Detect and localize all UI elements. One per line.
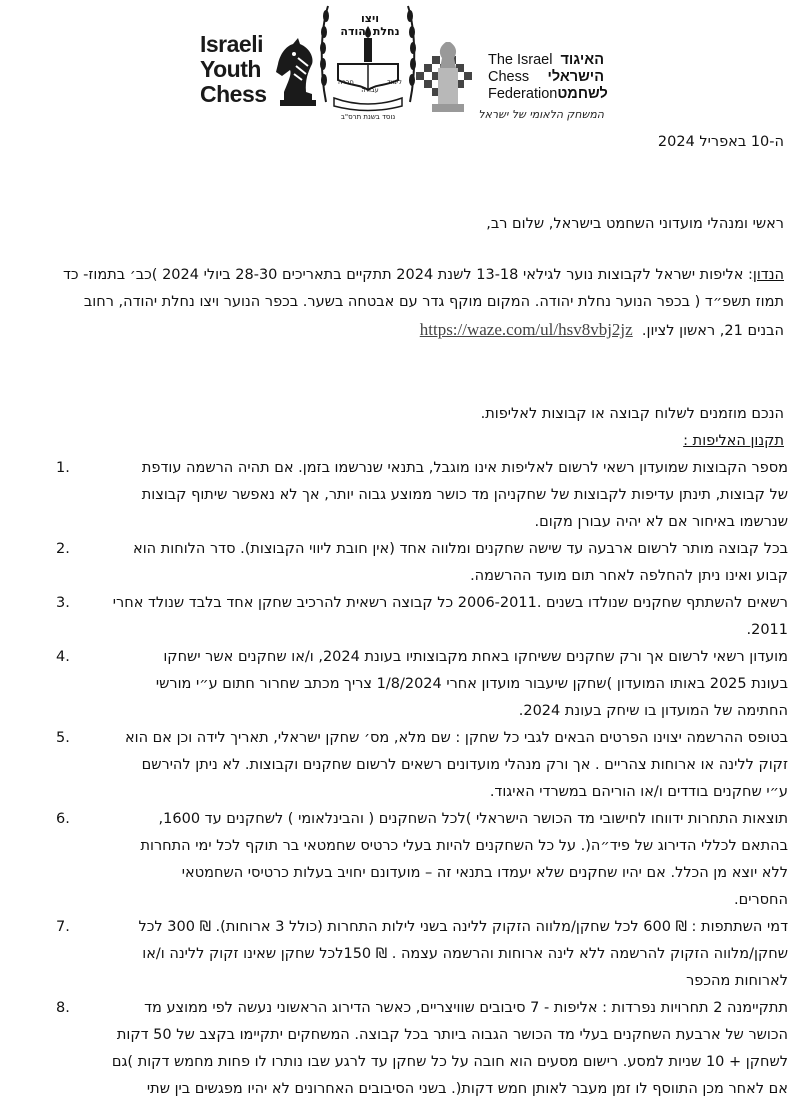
rule-text: [86, 590, 788, 644]
rules-list: [48, 455, 788, 1103]
rule-number: 3.: [56, 595, 70, 611]
rule-line: בעונת 2025 באותו המועדון )שחקן שיעבור מועדון אחרי 1/8/2024 צריך מכתב שחרור חתום ע״י מורשי: [155, 676, 788, 692]
emblem-title-line: ויצו: [361, 12, 379, 25]
rule-text: [86, 536, 788, 590]
rule-text: [86, 725, 788, 806]
emblem-book-word: עבודה: [361, 86, 379, 94]
federation-row: [488, 52, 604, 69]
waze-link[interactable]: https://waze.com/ul/hsv8vbj2jz: [419, 320, 633, 339]
rule-number: 2.: [56, 541, 70, 557]
federation-he: הישראלי: [547, 69, 604, 85]
rule-line: שחקן/מלווה הזקוק להרשמה ללא לינה ארוחות והרשמה עצמה . ₪ 150לכל שחקן שאינו זקוק ללינה ו/או: [142, 946, 788, 962]
rule-line: לארוחות מהכפר: [686, 973, 788, 989]
rule-line: תוצאות התחרות ידווחו לחישובי מד הכושר הישראלי )לכל השחקנים ( והבינלאומי ) לשחקנים עד 1600,: [158, 811, 788, 827]
rule-text: [86, 644, 788, 725]
subject-line: : אליפות ישראל לקבוצות נוער לגילאי 13-18 לשנת 2024 תתקיים בתאריכים 28-30 ביולי 2024 )כב׳ בתמוז- כד: [62, 267, 753, 283]
emblem-title: [340, 12, 400, 38]
rule-line: לשחקן + 10 שניות למסע. רישום מסעים הוא חובה על כל שחקן עד לרגע שבו נותרו לו פחות מחמש דקות )גם: [111, 1054, 788, 1070]
rule-item: [48, 536, 788, 590]
federation-en: Federation: [488, 86, 558, 102]
rule-item: [48, 644, 788, 725]
rule-text: [86, 914, 788, 995]
federation-row: [488, 86, 608, 103]
rule-line: בהתאם לכללי הדירוג של פיד״ה(. על כל השחקנים להיות בעלי כרטיס שחמטאי בר תוקף לכל ימי התחרות: [140, 838, 788, 854]
rule-line: החסרים.: [733, 892, 788, 908]
rule-line: זקוק ללינה או ארוחות צהריים . אך ורק מנהלי מועדונים רשאים לרשום שחקנים וקבוצות. לא ניתן להירשם: [141, 757, 788, 773]
chess-knight-icon: [272, 36, 318, 108]
rule-line: ללא יוצא מן הכלל. אם יהיו שחקנים שלא יעמדו בתנאי זה – מועדונם יחויב בעלות כרטיסי השחמטאי: [181, 865, 788, 881]
rule-line: מועדון רשאי לרשום אך ורק שחקנים ששיחקו באחת מקבוצותיו בעונת 2024, ו/או שחקנים אשר ישחקו: [163, 649, 788, 665]
rule-item: [48, 725, 788, 806]
emblem-founded: נוסד בשנת תרס"ב: [340, 113, 396, 121]
rule-text: [86, 455, 788, 536]
iyc-logo-line: Chess: [200, 81, 267, 107]
federation-tagline: המשחק הלאומי של ישראל: [478, 108, 604, 121]
rule-line: הכושר של ארבעת השחקנים בעלי מד הכושר הגבוה ביותר בכל קבוצה. המשחקים יתקיימו בקצב של 50 דקות: [116, 1027, 788, 1043]
rule-item: [48, 590, 788, 644]
federation-en: Chess: [488, 69, 530, 85]
subject-line: הבנים 21, ראשון לציון.: [641, 323, 784, 339]
emblem-title-line: נחלת יהודה: [340, 25, 400, 38]
subject-line: תמוז תשפ״ד ( בכפר הנוער נחלת יהודה. המקום מוקף גדר עם אבטחה בשער. בכפר הנוער ויצו נחלת יהודה, רחוב: [83, 294, 784, 310]
federation-row: [488, 69, 604, 86]
rule-text: [86, 995, 788, 1103]
rule-text: [86, 806, 788, 914]
rule-line: תתקיימנה 2 תחרויות נפרדות : אליפות - 7 סיבובים שוויצריים, כאשר הדירוג הראשוני נעשה לפי ממוצע מד: [144, 1000, 788, 1016]
rule-item: [48, 806, 788, 914]
rule-line: בטופס ההרשמה יצוינו הפרטים הבאים לגבי כל שחקן : שם מלא, מס׳ שחקן ישראלי, תאריך לידה וכן אם הוא: [124, 730, 788, 746]
rule-number: 8.: [56, 1000, 70, 1016]
rule-line: בכל קבוצה מותר לרשום ארבעה עד שישה שחקנים ומלווה אחד (אין חובת ליווי הקבוצות). סדר הלוחות הוא: [133, 541, 788, 557]
federation-en: The Israel: [488, 52, 553, 68]
rule-item: [48, 455, 788, 536]
rule-number: 5.: [56, 730, 70, 746]
rule-line: החתימה של המועדון בו שיחק בעונת 2024.: [518, 703, 788, 719]
iyc-logo-line: Israeli: [200, 31, 263, 57]
rule-item: [48, 914, 788, 995]
letter-date: ה-10 באפריל 2024: [657, 134, 784, 150]
rule-number: 6.: [56, 811, 70, 827]
rule-line: דמי השתתפות : ₪ 600 לכל שחקן/מלווה הזקוק ללינה בשני לילות התחרות (כולל 3 ארוחות). ₪ 300 לכל: [138, 919, 788, 935]
letter-greeting: ראשי ומנהלי מועדוני השחמט בישראל, שלום רב,: [486, 216, 784, 232]
rules-title: תקנון האליפות :: [683, 433, 784, 449]
federation-he: לשחמט: [557, 86, 608, 102]
israeli-youth-chess-logo: [200, 32, 272, 107]
rule-line: קבוע ואינו ניתן להחלפה לאחר תום מועד ההרשמה.: [470, 568, 788, 584]
rule-number: 1.: [56, 460, 70, 476]
chess-federation-logo-icon: [416, 42, 484, 114]
rule-line: רשאים להשתתף שחקנים שנולדו בשנים .2006-2011 כל קבוצה רשאית להרכיב שחקן אחד בלבד שנולד אחרי: [112, 595, 788, 611]
rule-line: ע״י שחקנים בודדים ו/או הוריהם במשרדי האיגוד.: [489, 784, 788, 800]
emblem-book-word: לימוד: [387, 78, 402, 86]
rule-number: 7.: [56, 919, 70, 935]
rule-item: [48, 995, 788, 1103]
rule-line: 2011.: [746, 622, 788, 638]
rule-line: שנרשמו באיחור אם לא יהיה עבורן מקום.: [534, 514, 788, 530]
federation-name: [488, 52, 608, 103]
rule-line: של קבוצות, תינתן עדיפות לקבוצות של שחקניהן מד כושר ממוצע גבוה יותר, אך לא נאפשר שיתוף קבוצות: [141, 487, 788, 503]
iyc-logo-line: Youth: [200, 56, 261, 82]
rule-line: מספר הקבוצות שמועדון רשאי לרשום לאליפות אינו מוגבל, בתנאי שנרשמו בזמן. אם תהיה הרשמה עודפת: [141, 460, 788, 476]
emblem-book-word: חברה: [338, 78, 354, 86]
federation-he: האיגוד: [560, 52, 604, 68]
invitation-text: הנכם מוזמנים לשלוח קבוצה או קבוצות לאליפות.: [480, 406, 784, 422]
rule-line: אם לאחר מכן התווסף לו זמן מעבר לאותן חמש דקות(. בשני הסיבובים האחרונים לא יהיו מפגשים בין שתי: [146, 1081, 788, 1097]
emblem-book-text: [338, 78, 402, 94]
rule-number: 4.: [56, 649, 70, 665]
subject-label: הנדון: [752, 267, 784, 283]
subject-block: [14, 262, 784, 345]
